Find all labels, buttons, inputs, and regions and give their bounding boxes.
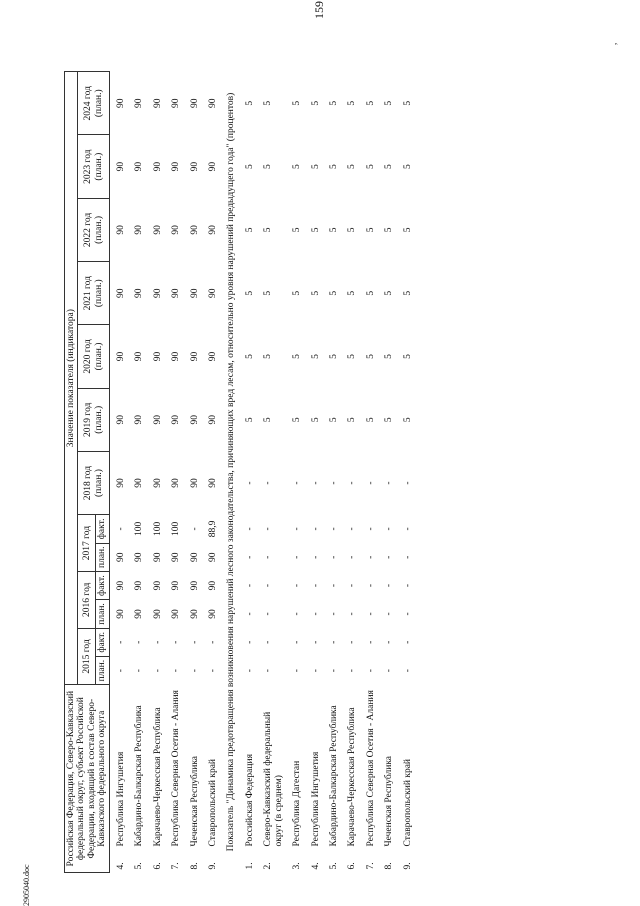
row-number: 7. (365, 862, 376, 870)
value-cell: 90 (171, 351, 182, 362)
value-cell: 5 (347, 290, 358, 296)
value-cell: 90 (115, 552, 126, 562)
value-cell: - (365, 584, 376, 588)
value-cell: 5 (329, 227, 339, 233)
value-cell: - (263, 584, 274, 588)
value-cell: 90 (152, 415, 163, 425)
section-title: Показатель "Динамика предотвращения возникновения нарушений лесного законодательства, причиняющих вред лесам, относительно уровня нарушений предыдущего года" (процентов) (226, 92, 237, 852)
value-cell: 90 (152, 580, 163, 591)
value-cell: 90 (207, 415, 218, 425)
table-row (165, 72, 183, 873)
value-cell: - (292, 481, 303, 485)
value-cell: 90 (115, 351, 126, 362)
value-cell: - (292, 527, 303, 531)
value-cell: 5 (402, 290, 413, 296)
indicator-table (64, 71, 415, 873)
section-heading-body (220, 72, 238, 873)
value-cell: 90 (115, 288, 126, 298)
header-year-2023: 2023 год (план.) (78, 135, 109, 198)
table-row (305, 72, 323, 873)
value-cell: - (402, 640, 413, 644)
value-cell: - (152, 640, 163, 644)
value-cell: 90 (189, 288, 200, 298)
value-cell: 5 (365, 290, 376, 296)
value-cell: 90 (171, 161, 182, 172)
value-cell: 90 (207, 552, 218, 562)
page-number: 159 (312, 1, 326, 19)
row-number: 8. (189, 862, 200, 870)
value-cell: 5 (384, 100, 395, 106)
value-cell: - (115, 640, 126, 644)
value-cell: 90 (189, 351, 200, 362)
value-cell: 90 (152, 98, 163, 108)
value-cell: 90 (152, 288, 163, 298)
value-cell: 5 (365, 164, 376, 170)
value-cell: - (263, 481, 274, 485)
value-cell: 5 (292, 290, 303, 296)
row-number: 5. (134, 862, 145, 870)
table-row (147, 72, 165, 873)
value-cell: 90 (152, 609, 163, 619)
value-cell: 5 (402, 354, 413, 359)
value-cell: - (365, 481, 376, 485)
value-cell: - (347, 555, 358, 559)
value-cell: 90 (115, 161, 126, 172)
header-fact: факт. (96, 628, 109, 656)
value-cell: 90 (189, 609, 200, 619)
value-cell: - (384, 669, 395, 673)
value-cell: 90 (171, 580, 182, 591)
value-cell: - (402, 555, 413, 559)
value-cell: - (189, 669, 200, 673)
value-cell: - (402, 481, 413, 485)
value-cell: 5 (263, 100, 274, 106)
row-number: 6. (152, 862, 163, 870)
value-cell: 5 (310, 227, 321, 233)
value-cell: 5 (347, 354, 358, 359)
value-cell: - (171, 640, 182, 644)
value-cell: - (310, 640, 321, 644)
value-cell: - (244, 612, 255, 616)
value-cell: - (244, 481, 255, 485)
value-cell: - (365, 612, 376, 616)
value-cell: 90 (134, 478, 145, 488)
value-cell: 90 (207, 225, 218, 235)
value-cell: 5 (310, 100, 321, 106)
value-cell: 90 (115, 225, 126, 235)
header-fact: факт. (96, 571, 109, 599)
value-cell: 5 (402, 100, 413, 106)
value-cell: - (207, 640, 218, 644)
header-year-2020: 2020 год (план.) (78, 325, 109, 388)
value-cell: - (263, 527, 274, 531)
table-row (202, 72, 220, 873)
region-name: Кабардино-Балкарская Республика (329, 705, 339, 847)
table-header (65, 72, 110, 873)
value-cell: 90 (189, 161, 200, 172)
value-cell: 5 (347, 417, 358, 423)
value-cell: 90 (207, 288, 218, 298)
value-cell: - (310, 527, 321, 531)
value-cell: 5 (263, 417, 274, 423)
header-year-2021: 2021 год (план.) (78, 262, 109, 325)
value-cell: - (402, 669, 413, 673)
value-cell: - (263, 669, 274, 673)
table-row (360, 72, 378, 873)
value-cell: 90 (134, 609, 145, 619)
value-cell: - (310, 612, 321, 616)
value-cell: - (384, 640, 395, 644)
header-indicator-group: Значение показателя (индикатора) (65, 72, 78, 685)
region-name: Республика Северная Осетия - Алания (171, 690, 182, 847)
value-cell: 5 (292, 417, 303, 423)
row-number: 6. (347, 862, 358, 870)
value-cell: 90 (207, 580, 218, 591)
value-cell: 90 (207, 351, 218, 362)
value-cell: - (384, 612, 395, 616)
value-cell: 90 (171, 478, 182, 488)
value-cell: 5 (244, 290, 255, 296)
region-name: Республика Ингушетия (115, 751, 126, 847)
value-cell: 5 (329, 100, 339, 106)
value-cell: 5 (263, 227, 274, 233)
value-cell: - (263, 640, 274, 644)
value-cell: 5 (347, 100, 358, 106)
header-year-2022: 2022 год (план.) (78, 198, 109, 261)
header-year-2019: 2019 год (план.) (78, 388, 109, 451)
value-cell: 90 (189, 415, 200, 425)
value-cell: - (365, 669, 376, 673)
value-cell: 5 (365, 354, 376, 359)
value-cell: 90 (134, 580, 145, 591)
header-plan: план. (96, 543, 109, 571)
value-cell: - (152, 669, 163, 673)
region-name: Чеченская Республика (384, 755, 395, 847)
region-name: Российская Федерация (244, 754, 255, 847)
value-cell: - (329, 527, 339, 531)
value-cell: 5 (292, 354, 303, 359)
value-cell: 5 (329, 354, 339, 359)
value-cell: 90 (152, 351, 163, 362)
value-cell: 90 (171, 609, 182, 619)
value-cell: - (347, 584, 358, 588)
value-cell: 100 (134, 521, 145, 536)
value-cell: 100 (171, 521, 182, 536)
value-cell: 5 (244, 164, 255, 170)
value-cell: - (310, 669, 321, 673)
row-number: 4. (310, 862, 321, 870)
region-name: Чеченская Республика (189, 755, 200, 847)
region-name: Карачаево-Черкесская Республика (152, 707, 163, 847)
value-cell: 90 (115, 415, 126, 425)
value-cell: - (134, 669, 145, 673)
value-cell: 100 (152, 521, 163, 536)
value-cell: 90 (115, 580, 126, 591)
value-cell: 5 (310, 354, 321, 359)
value-cell: - (347, 640, 358, 644)
value-cell: 90 (171, 415, 182, 425)
value-cell: - (244, 584, 255, 588)
value-cell: - (402, 527, 413, 531)
value-cell: 90 (134, 98, 145, 108)
value-cell: 5 (384, 354, 395, 359)
value-cell: - (115, 669, 126, 673)
value-cell: 5 (347, 227, 358, 233)
region-name: Карачаево-Черкесская Республика (347, 707, 358, 847)
row-number: 8. (384, 862, 395, 870)
value-cell: - (347, 612, 358, 616)
value-cell: - (365, 527, 376, 531)
row-number: 4. (115, 862, 126, 870)
value-cell: - (384, 584, 395, 588)
value-cell: - (329, 640, 339, 644)
value-cell: 5 (384, 164, 395, 170)
value-cell: 90 (134, 225, 145, 235)
indicator-table-container (64, 71, 630, 873)
value-cell: - (365, 555, 376, 559)
region-name: Республика Дагестан (292, 760, 303, 847)
value-cell: 5 (365, 227, 376, 233)
table-body-forest-patrol (109, 72, 220, 873)
row-number: 2. (263, 862, 274, 870)
value-cell: 90 (134, 351, 145, 362)
value-cell: 5 (347, 164, 358, 170)
value-cell: - (329, 555, 339, 559)
header-year-2024: 2024 год (план.) (78, 72, 109, 136)
value-cell: 5 (384, 417, 395, 423)
value-cell: - (115, 527, 126, 531)
table-row (239, 72, 257, 873)
value-cell: - (263, 555, 274, 559)
region-name: Республика Ингушетия (310, 751, 321, 847)
value-cell: 5 (402, 417, 413, 423)
value-cell: 5 (402, 227, 413, 233)
table-row (128, 72, 146, 873)
value-cell: - (292, 612, 303, 616)
header-plan: план. (96, 656, 109, 684)
value-cell: 90 (171, 98, 182, 108)
header-year-2017: 2017 год (78, 515, 96, 572)
value-cell: - (189, 640, 200, 644)
value-cell: 90 (134, 415, 145, 425)
value-cell: 90 (134, 288, 145, 298)
value-cell: - (171, 669, 182, 673)
value-cell: - (347, 481, 358, 485)
row-number: 1. (244, 862, 255, 870)
region-name: Республика Северная Осетия - Алания (365, 690, 376, 847)
value-cell: 90 (171, 225, 182, 235)
value-cell: - (244, 640, 255, 644)
row-number: 5. (329, 862, 339, 870)
value-cell: - (134, 640, 145, 644)
table-row (109, 72, 128, 873)
table-row (286, 72, 304, 873)
value-cell: - (347, 669, 358, 673)
value-cell: - (292, 584, 303, 588)
value-cell: 90 (189, 225, 200, 235)
table-row (184, 72, 202, 873)
value-cell: 90 (189, 580, 200, 591)
value-cell: 5 (292, 100, 303, 106)
value-cell: - (263, 612, 274, 616)
value-cell: 5 (263, 290, 274, 296)
row-number: 9. (207, 862, 218, 870)
value-cell: 90 (152, 552, 163, 562)
value-cell: - (402, 612, 413, 616)
value-cell: 5 (244, 100, 255, 106)
value-cell: 90 (134, 552, 145, 562)
value-cell: - (244, 555, 255, 559)
scan-mark: , (608, 42, 618, 45)
value-cell: 88,9 (207, 520, 218, 538)
value-cell: 5 (329, 417, 339, 423)
value-cell: - (365, 640, 376, 644)
row-number: 7. (171, 862, 182, 870)
value-cell: 90 (152, 478, 163, 488)
table-row (397, 72, 415, 873)
value-cell: 90 (189, 98, 200, 108)
value-cell: 90 (152, 161, 163, 172)
header-fact: факт. (96, 515, 109, 543)
value-cell: 5 (244, 227, 255, 233)
value-cell: 5 (365, 417, 376, 423)
region-name: Ставропольский край (207, 758, 218, 847)
value-cell: - (244, 527, 255, 531)
value-cell: 5 (244, 417, 255, 423)
table-body-violation-dynamics (239, 72, 415, 873)
row-number: 3. (292, 862, 303, 870)
value-cell: - (329, 584, 339, 588)
value-cell: - (384, 527, 395, 531)
header-year-2015: 2015 год (78, 628, 96, 685)
region-name: Ставропольский край (402, 758, 413, 847)
value-cell: - (402, 584, 413, 588)
value-cell: - (310, 584, 321, 588)
value-cell: 90 (207, 161, 218, 172)
value-cell: 90 (115, 609, 126, 619)
value-cell: 90 (115, 478, 126, 488)
value-cell: 5 (329, 290, 339, 296)
value-cell: 90 (171, 552, 182, 562)
value-cell: 5 (402, 164, 413, 170)
value-cell: 5 (292, 164, 303, 170)
header-year-2016: 2016 год (78, 571, 96, 628)
value-cell: 90 (189, 478, 200, 488)
value-cell: - (347, 527, 358, 531)
value-cell: - (292, 669, 303, 673)
value-cell: 90 (207, 478, 218, 488)
row-number: 9. (402, 862, 413, 870)
table-row (378, 72, 396, 873)
value-cell: 5 (310, 164, 321, 170)
value-cell: 90 (115, 98, 126, 108)
value-cell: 5 (310, 290, 321, 296)
value-cell: 90 (171, 288, 182, 298)
value-cell: - (310, 555, 321, 559)
value-cell: 90 (207, 609, 218, 619)
region-name: Кабардино-Балкарская Республика (134, 705, 145, 847)
value-cell: - (384, 555, 395, 559)
document-id: 2905040.doc (22, 864, 31, 906)
value-cell: 5 (263, 164, 274, 170)
value-cell: 5 (244, 354, 255, 359)
header-region-cell: Российская Федерация, Северо-Кавказский федеральный округ, субъект Российской Федерации, входящий в состав Северо-Кавказского федерального округа (65, 685, 110, 873)
value-cell: - (329, 612, 339, 616)
value-cell: 5 (310, 417, 321, 423)
value-cell: - (244, 669, 255, 673)
value-cell: - (189, 527, 200, 531)
value-cell: - (329, 669, 339, 673)
table-row (341, 72, 359, 873)
value-cell: - (292, 555, 303, 559)
value-cell: 5 (329, 164, 339, 170)
value-cell: 90 (207, 98, 218, 108)
value-cell: 5 (365, 100, 376, 106)
header-year-2018: 2018 год (план.) (78, 451, 109, 514)
value-cell: 90 (189, 552, 200, 562)
table-row (323, 72, 341, 873)
value-cell: 5 (292, 227, 303, 233)
value-cell: 5 (384, 290, 395, 296)
value-cell: 5 (384, 227, 395, 233)
value-cell: - (310, 481, 321, 485)
value-cell: - (384, 481, 395, 485)
value-cell: - (292, 640, 303, 644)
value-cell: 90 (152, 225, 163, 235)
header-plan: план. (96, 600, 109, 628)
value-cell: 5 (263, 354, 274, 359)
value-cell: - (329, 481, 339, 485)
value-cell: 90 (134, 161, 145, 172)
region-name: Северо-Кавказский федеральный округ (в среднем) (263, 711, 284, 847)
table-row (257, 72, 286, 873)
value-cell: - (207, 669, 218, 673)
